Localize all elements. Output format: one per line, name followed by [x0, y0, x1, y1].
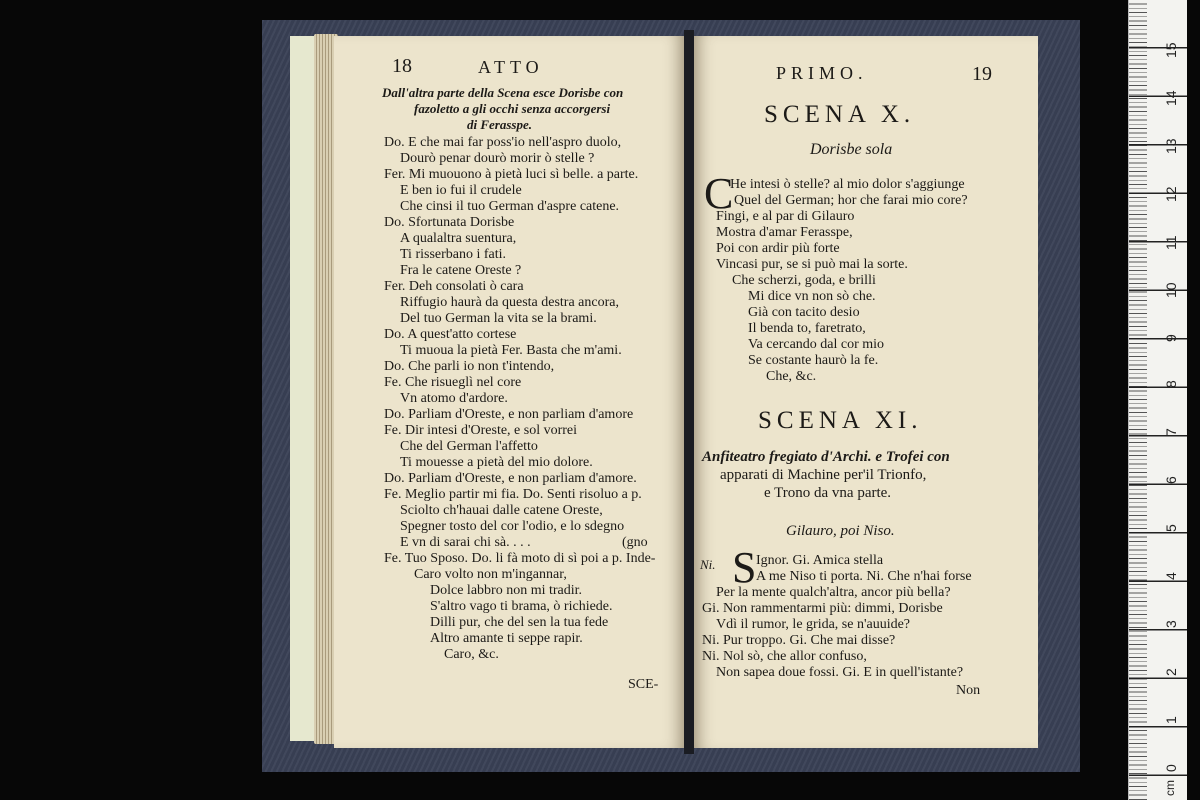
ruler-number: 15 [1163, 42, 1179, 58]
running-head: ATTO [478, 57, 544, 77]
text-line: Se costante haurò la fe. [748, 353, 879, 368]
text-line: Vn atomo d'ardore. [400, 391, 508, 406]
text-line: Che del German l'affetto [400, 439, 538, 454]
text-line: A qualaltra suentura, [400, 231, 517, 246]
page-number: 19 [972, 63, 992, 85]
ruler-unit-label: cm [1163, 780, 1177, 796]
text-line: Vincasi pur, se si può mai la sorte. [716, 257, 908, 272]
text-line: Vdì il rumor, le grida, se n'auuide? [716, 617, 911, 632]
ruler-number: 9 [1163, 334, 1179, 342]
text-line: Fra le catene Oreste ? [400, 263, 522, 278]
text-line: Do. Sfortunata Dorisbe [384, 215, 515, 230]
left-page [334, 36, 684, 748]
text-line: di Ferasspe. [467, 117, 532, 132]
ruler-number: 0 [1163, 764, 1179, 772]
ruler-number: 12 [1163, 186, 1179, 202]
text-line: fazoletto a gli occhi senza accorgersi [414, 101, 611, 116]
speaker-tag: Ni. [700, 557, 716, 572]
catchword: SCE- [628, 677, 659, 692]
text-line: Sciolto ch'hauai dalle catene Oreste, [400, 503, 603, 518]
text-line: Ti risserbano i fati. [400, 247, 507, 262]
text-line: Va cercando dal cor mio [748, 337, 885, 352]
ruler-number: 6 [1163, 476, 1179, 484]
text-line: Do. Parliam d'Oreste, e non parliam d'amore. [384, 471, 637, 486]
ruler-number: 1 [1163, 716, 1179, 724]
text-line: Per la mente qualch'altra, ancor più bella? [716, 585, 951, 600]
text-line: Do. Parliam d'Oreste, e non parliam d'amore [384, 407, 634, 422]
drop-capital: S [732, 543, 757, 592]
text-line: Che scherzi, goda, e brilli [732, 273, 876, 288]
ruler-number: 10 [1163, 282, 1179, 298]
text-line: Ti muoua la pietà Fer. Basta che m'ami. [400, 343, 622, 358]
text-line: Fe. Meglio partir mi fia. Do. Senti risoluo a p. [384, 487, 642, 502]
text-line: Mostra d'amar Ferasspe, [716, 225, 853, 240]
text-line: Dilli pur, che del sen la tua fede [430, 615, 609, 630]
text-line: Spegner tosto del cor l'odio, e lo sdegno [400, 519, 625, 534]
text-line: Ignor. Gi. Amica stella [756, 553, 884, 568]
text-line: E vn di sarai chi sà. . . . [400, 535, 531, 550]
ruler-number: 4 [1163, 572, 1179, 580]
scene-characters: Gilauro, poi Niso. [786, 523, 895, 539]
drop-capital: C [704, 169, 734, 218]
text-line: Altro amante ti seppe rapir. [430, 631, 583, 646]
text-line: Quel del German; hor che farai mio core? [734, 193, 968, 208]
catchword: Non [956, 683, 981, 698]
text-line: Do. E che mai far poss'io nell'aspro duolo, [384, 135, 622, 150]
text-line: Non sapea doue fossi. Gi. E in quell'istante? [716, 665, 964, 680]
ruler-number: 14 [1163, 90, 1179, 106]
right-page [694, 36, 1038, 748]
ruler-number: 5 [1163, 524, 1179, 532]
ruler-number: 3 [1163, 620, 1179, 628]
text-line: Già con tacito desio [748, 305, 860, 320]
text-line: E ben io fui il crudele [400, 183, 522, 198]
stage-direction: Anfiteatro fregiato d'Archi. e Trofei con [702, 449, 950, 465]
text-line: (gno [622, 535, 648, 550]
text-line: Fe. Tuo Sposo. Do. li fà moto di sì poi a p. Inde- [384, 551, 656, 566]
text-line: S'altro vago ti brama, ò richiede. [430, 599, 613, 614]
scene-title: SCENA X. [764, 101, 916, 128]
running-head: PRIMO. [776, 63, 868, 83]
text-line: Riffugio haurà da questa destra ancora, [400, 295, 619, 310]
book-gutter [684, 30, 694, 754]
text-line: A me Niso ti porta. Ni. Che n'hai forse [756, 569, 972, 584]
text-line: Fingi, e al par di Gilauro [716, 209, 855, 224]
text-line: Che, &c. [766, 369, 817, 384]
text-line: Che cinsi il tuo German d'aspre catene. [400, 199, 620, 214]
text-line: Ni. Pur troppo. Gi. Che mai disse? [702, 633, 896, 648]
measurement-ruler [1128, 0, 1187, 800]
text-line: Mi dice vn non sò che. [748, 289, 876, 304]
text-line: Caro, &c. [444, 647, 499, 662]
text-line: Dall'altra parte della Scena esce Dorisbe con [382, 85, 624, 100]
ruler-number: 7 [1163, 428, 1179, 436]
text-line: Do. A quest'atto cortese [384, 327, 517, 342]
text-line: Gi. Non rammentarmi più: dimmi, Dorisbe [702, 601, 943, 616]
text-line: Ni. Nol sò, che allor confuso, [702, 649, 867, 664]
scene-title: SCENA XI. [758, 407, 923, 434]
text-line: Ti mouesse a pietà del mio dolore. [400, 455, 593, 470]
text-line: Dolce labbro non mi tradir. [430, 583, 583, 598]
text-line: Fe. Che risueglì nel core [384, 375, 522, 390]
text-line: Dourò penar dourò morir ò stelle ? [400, 151, 595, 166]
ruler-number: 2 [1163, 668, 1179, 676]
text-line: Del tuo German la vita se la brami. [400, 311, 597, 326]
text-line: Fe. Dir intesi d'Oreste, e sol vorrei [384, 423, 578, 438]
scene-characters: Dorisbe sola [810, 141, 893, 158]
text-line: Caro volto non m'ingannar, [414, 567, 567, 582]
ruler-number: 11 [1163, 235, 1179, 250]
text-line: Fer. Mi muouono à pietà luci sì belle. a parte. [384, 167, 639, 182]
text-line: Poi con ardir più forte [716, 241, 840, 256]
text-line: Il benda to, faretrato, [748, 321, 866, 336]
ruler-number: 13 [1163, 138, 1179, 154]
stage-direction: apparati di Machine per'il Trionfo, [720, 467, 927, 483]
stage-direction: e Trono da vna parte. [764, 485, 892, 501]
text-line: Do. Che parli io non t'intendo, [384, 359, 555, 374]
text-line: He intesi ò stelle? al mio dolor s'aggiunge [730, 177, 965, 192]
text-line: Fer. Deh consolati ò cara [384, 279, 524, 294]
ruler-number: 8 [1163, 380, 1179, 388]
page-number: 18 [392, 55, 412, 77]
